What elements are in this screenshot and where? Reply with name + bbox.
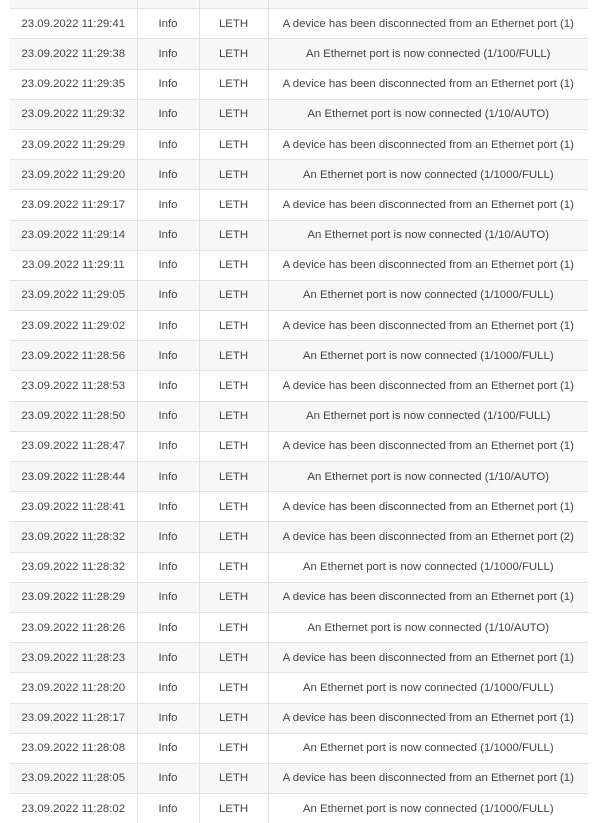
row-source: LETH bbox=[199, 160, 268, 190]
row-level: Info bbox=[137, 129, 199, 159]
row-message: A device has been disconnected from an Ethernet port (1) bbox=[268, 250, 588, 280]
row-source: LETH bbox=[199, 552, 268, 582]
row-date: 23.09.2022 11:28:29 bbox=[10, 582, 137, 612]
table-row bbox=[10, 99, 588, 129]
row-source: LETH bbox=[199, 99, 268, 129]
table-row bbox=[10, 492, 588, 522]
row-level: Info bbox=[137, 341, 199, 371]
table-row bbox=[10, 462, 588, 492]
row-date: 23.09.2022 11:29:17 bbox=[10, 190, 137, 220]
row-message: A device has been disconnected from an Ethernet port (1) bbox=[268, 311, 588, 341]
row-level: Info bbox=[137, 582, 199, 612]
row-source: LETH bbox=[199, 763, 268, 793]
table-row bbox=[10, 522, 588, 552]
table-row bbox=[10, 0, 588, 9]
row-date: 23.09.2022 11:29:29 bbox=[10, 129, 137, 159]
row-message: A device has been disconnected from an Ethernet port (1) bbox=[268, 431, 588, 461]
row-date: 23.09.2022 11:28:32 bbox=[10, 522, 137, 552]
row-message: An Ethernet port is now connected (1/1000/FULL) bbox=[268, 794, 588, 823]
row-message bbox=[268, 0, 588, 9]
row-source: LETH bbox=[199, 673, 268, 703]
row-date: 23.09.2022 11:28:23 bbox=[10, 643, 137, 673]
row-level: Info bbox=[137, 99, 199, 129]
row-message: An Ethernet port is now connected (1/1000/FULL) bbox=[268, 160, 588, 190]
row-message: An Ethernet port is now connected (1/100/FULL) bbox=[268, 401, 588, 431]
row-message: A device has been disconnected from an Ethernet port (2) bbox=[268, 522, 588, 552]
row-date: 23.09.2022 11:28:08 bbox=[10, 733, 137, 763]
row-level: Info bbox=[137, 280, 199, 310]
table-row bbox=[10, 280, 588, 310]
row-date: 23.09.2022 11:29:02 bbox=[10, 311, 137, 341]
row-message: An Ethernet port is now connected (1/100/FULL) bbox=[268, 39, 588, 69]
row-level: Info bbox=[137, 462, 199, 492]
row-level: Info bbox=[137, 250, 199, 280]
row-source: LETH bbox=[199, 492, 268, 522]
row-level: Info bbox=[137, 9, 199, 39]
row-source: LETH bbox=[199, 612, 268, 642]
row-message: A device has been disconnected from an Ethernet port (1) bbox=[268, 371, 588, 401]
row-source: LETH bbox=[199, 311, 268, 341]
table-row bbox=[10, 311, 588, 341]
row-date: 23.09.2022 11:29:41 bbox=[10, 9, 137, 39]
row-date: 23.09.2022 11:28:20 bbox=[10, 673, 137, 703]
table-row bbox=[10, 69, 588, 99]
table-row bbox=[10, 220, 588, 250]
table-row bbox=[10, 763, 588, 793]
row-message: A device has been disconnected from an Ethernet port (1) bbox=[268, 492, 588, 522]
row-source: LETH bbox=[199, 129, 268, 159]
row-source: LETH bbox=[199, 280, 268, 310]
row-message: An Ethernet port is now connected (1/1000/FULL) bbox=[268, 280, 588, 310]
row-level: Info bbox=[137, 431, 199, 461]
row-date: 23.09.2022 11:28:44 bbox=[10, 462, 137, 492]
table-row bbox=[10, 371, 588, 401]
table-row bbox=[10, 190, 588, 220]
row-source: LETH bbox=[199, 522, 268, 552]
row-message: An Ethernet port is now connected (1/10/AUTO) bbox=[268, 612, 588, 642]
table-row bbox=[10, 733, 588, 763]
row-message: A device has been disconnected from an Ethernet port (1) bbox=[268, 643, 588, 673]
row-date: 23.09.2022 11:28:50 bbox=[10, 401, 137, 431]
row-message: An Ethernet port is now connected (1/10/AUTO) bbox=[268, 462, 588, 492]
row-date bbox=[10, 0, 137, 9]
row-date: 23.09.2022 11:29:20 bbox=[10, 160, 137, 190]
table-row bbox=[10, 673, 588, 703]
row-message: An Ethernet port is now connected (1/1000/FULL) bbox=[268, 673, 588, 703]
row-source: LETH bbox=[199, 462, 268, 492]
row-date: 23.09.2022 11:29:14 bbox=[10, 220, 137, 250]
row-source: LETH bbox=[199, 250, 268, 280]
row-level: Info bbox=[137, 311, 199, 341]
row-message: A device has been disconnected from an Ethernet port (1) bbox=[268, 582, 588, 612]
table-row bbox=[10, 9, 588, 39]
table-row bbox=[10, 703, 588, 733]
table-row bbox=[10, 250, 588, 280]
table-row bbox=[10, 160, 588, 190]
row-source: LETH bbox=[199, 39, 268, 69]
row-source: LETH bbox=[199, 733, 268, 763]
row-message: An Ethernet port is now connected (1/1000/FULL) bbox=[268, 341, 588, 371]
table-row bbox=[10, 431, 588, 461]
row-source: LETH bbox=[199, 341, 268, 371]
row-date: 23.09.2022 11:28:02 bbox=[10, 794, 137, 823]
row-level: Info bbox=[137, 401, 199, 431]
event-log-table bbox=[10, 0, 588, 823]
row-level: Info bbox=[137, 703, 199, 733]
row-date: 23.09.2022 11:28:41 bbox=[10, 492, 137, 522]
row-level: Info bbox=[137, 552, 199, 582]
row-message: A device has been disconnected from an Ethernet port (1) bbox=[268, 703, 588, 733]
row-date: 23.09.2022 11:29:38 bbox=[10, 39, 137, 69]
row-date: 23.09.2022 11:28:32 bbox=[10, 552, 137, 582]
row-message: An Ethernet port is now connected (1/1000/FULL) bbox=[268, 733, 588, 763]
row-source: LETH bbox=[199, 220, 268, 250]
row-level: Info bbox=[137, 673, 199, 703]
row-source: LETH bbox=[199, 703, 268, 733]
row-date: 23.09.2022 11:29:32 bbox=[10, 99, 137, 129]
row-message: A device has been disconnected from an Ethernet port (1) bbox=[268, 129, 588, 159]
row-source: LETH bbox=[199, 9, 268, 39]
row-date: 23.09.2022 11:28:26 bbox=[10, 612, 137, 642]
row-date: 23.09.2022 11:28:47 bbox=[10, 431, 137, 461]
row-level: Info bbox=[137, 220, 199, 250]
row-source: LETH bbox=[199, 69, 268, 99]
row-message: A device has been disconnected from an Ethernet port (1) bbox=[268, 9, 588, 39]
row-level: Info bbox=[137, 794, 199, 823]
row-level: Info bbox=[137, 492, 199, 522]
table-row bbox=[10, 612, 588, 642]
row-source: LETH bbox=[199, 431, 268, 461]
table-row bbox=[10, 401, 588, 431]
row-level: Info bbox=[137, 733, 199, 763]
row-date: 23.09.2022 11:28:56 bbox=[10, 341, 137, 371]
row-level: Info bbox=[137, 643, 199, 673]
row-level: Info bbox=[137, 69, 199, 99]
row-message: An Ethernet port is now connected (1/10/AUTO) bbox=[268, 99, 588, 129]
row-source: LETH bbox=[199, 371, 268, 401]
row-message: A device has been disconnected from an Ethernet port (1) bbox=[268, 763, 588, 793]
row-source: LETH bbox=[199, 794, 268, 823]
row-message: A device has been disconnected from an Ethernet port (1) bbox=[268, 190, 588, 220]
table-row bbox=[10, 39, 588, 69]
row-date: 23.09.2022 11:29:11 bbox=[10, 250, 137, 280]
table-row bbox=[10, 794, 588, 823]
row-date: 23.09.2022 11:29:35 bbox=[10, 69, 137, 99]
row-level: Info bbox=[137, 371, 199, 401]
event-log-body bbox=[10, 0, 588, 823]
row-level: Info bbox=[137, 39, 199, 69]
row-date: 23.09.2022 11:28:05 bbox=[10, 763, 137, 793]
row-source: LETH bbox=[199, 643, 268, 673]
table-row bbox=[10, 582, 588, 612]
row-level: Info bbox=[137, 522, 199, 552]
row-message: An Ethernet port is now connected (1/10/AUTO) bbox=[268, 220, 588, 250]
row-level: Info bbox=[137, 190, 199, 220]
table-row bbox=[10, 552, 588, 582]
table-row bbox=[10, 129, 588, 159]
row-source: LETH bbox=[199, 582, 268, 612]
row-message: An Ethernet port is now connected (1/1000/FULL) bbox=[268, 552, 588, 582]
row-source bbox=[199, 0, 268, 9]
table-row bbox=[10, 643, 588, 673]
event-log-panel bbox=[10, 0, 588, 823]
row-level bbox=[137, 0, 199, 9]
row-date: 23.09.2022 11:29:05 bbox=[10, 280, 137, 310]
row-level: Info bbox=[137, 160, 199, 190]
row-level: Info bbox=[137, 763, 199, 793]
table-row bbox=[10, 341, 588, 371]
row-date: 23.09.2022 11:28:17 bbox=[10, 703, 137, 733]
row-level: Info bbox=[137, 612, 199, 642]
row-source: LETH bbox=[199, 401, 268, 431]
row-source: LETH bbox=[199, 190, 268, 220]
row-date: 23.09.2022 11:28:53 bbox=[10, 371, 137, 401]
row-message: A device has been disconnected from an Ethernet port (1) bbox=[268, 69, 588, 99]
